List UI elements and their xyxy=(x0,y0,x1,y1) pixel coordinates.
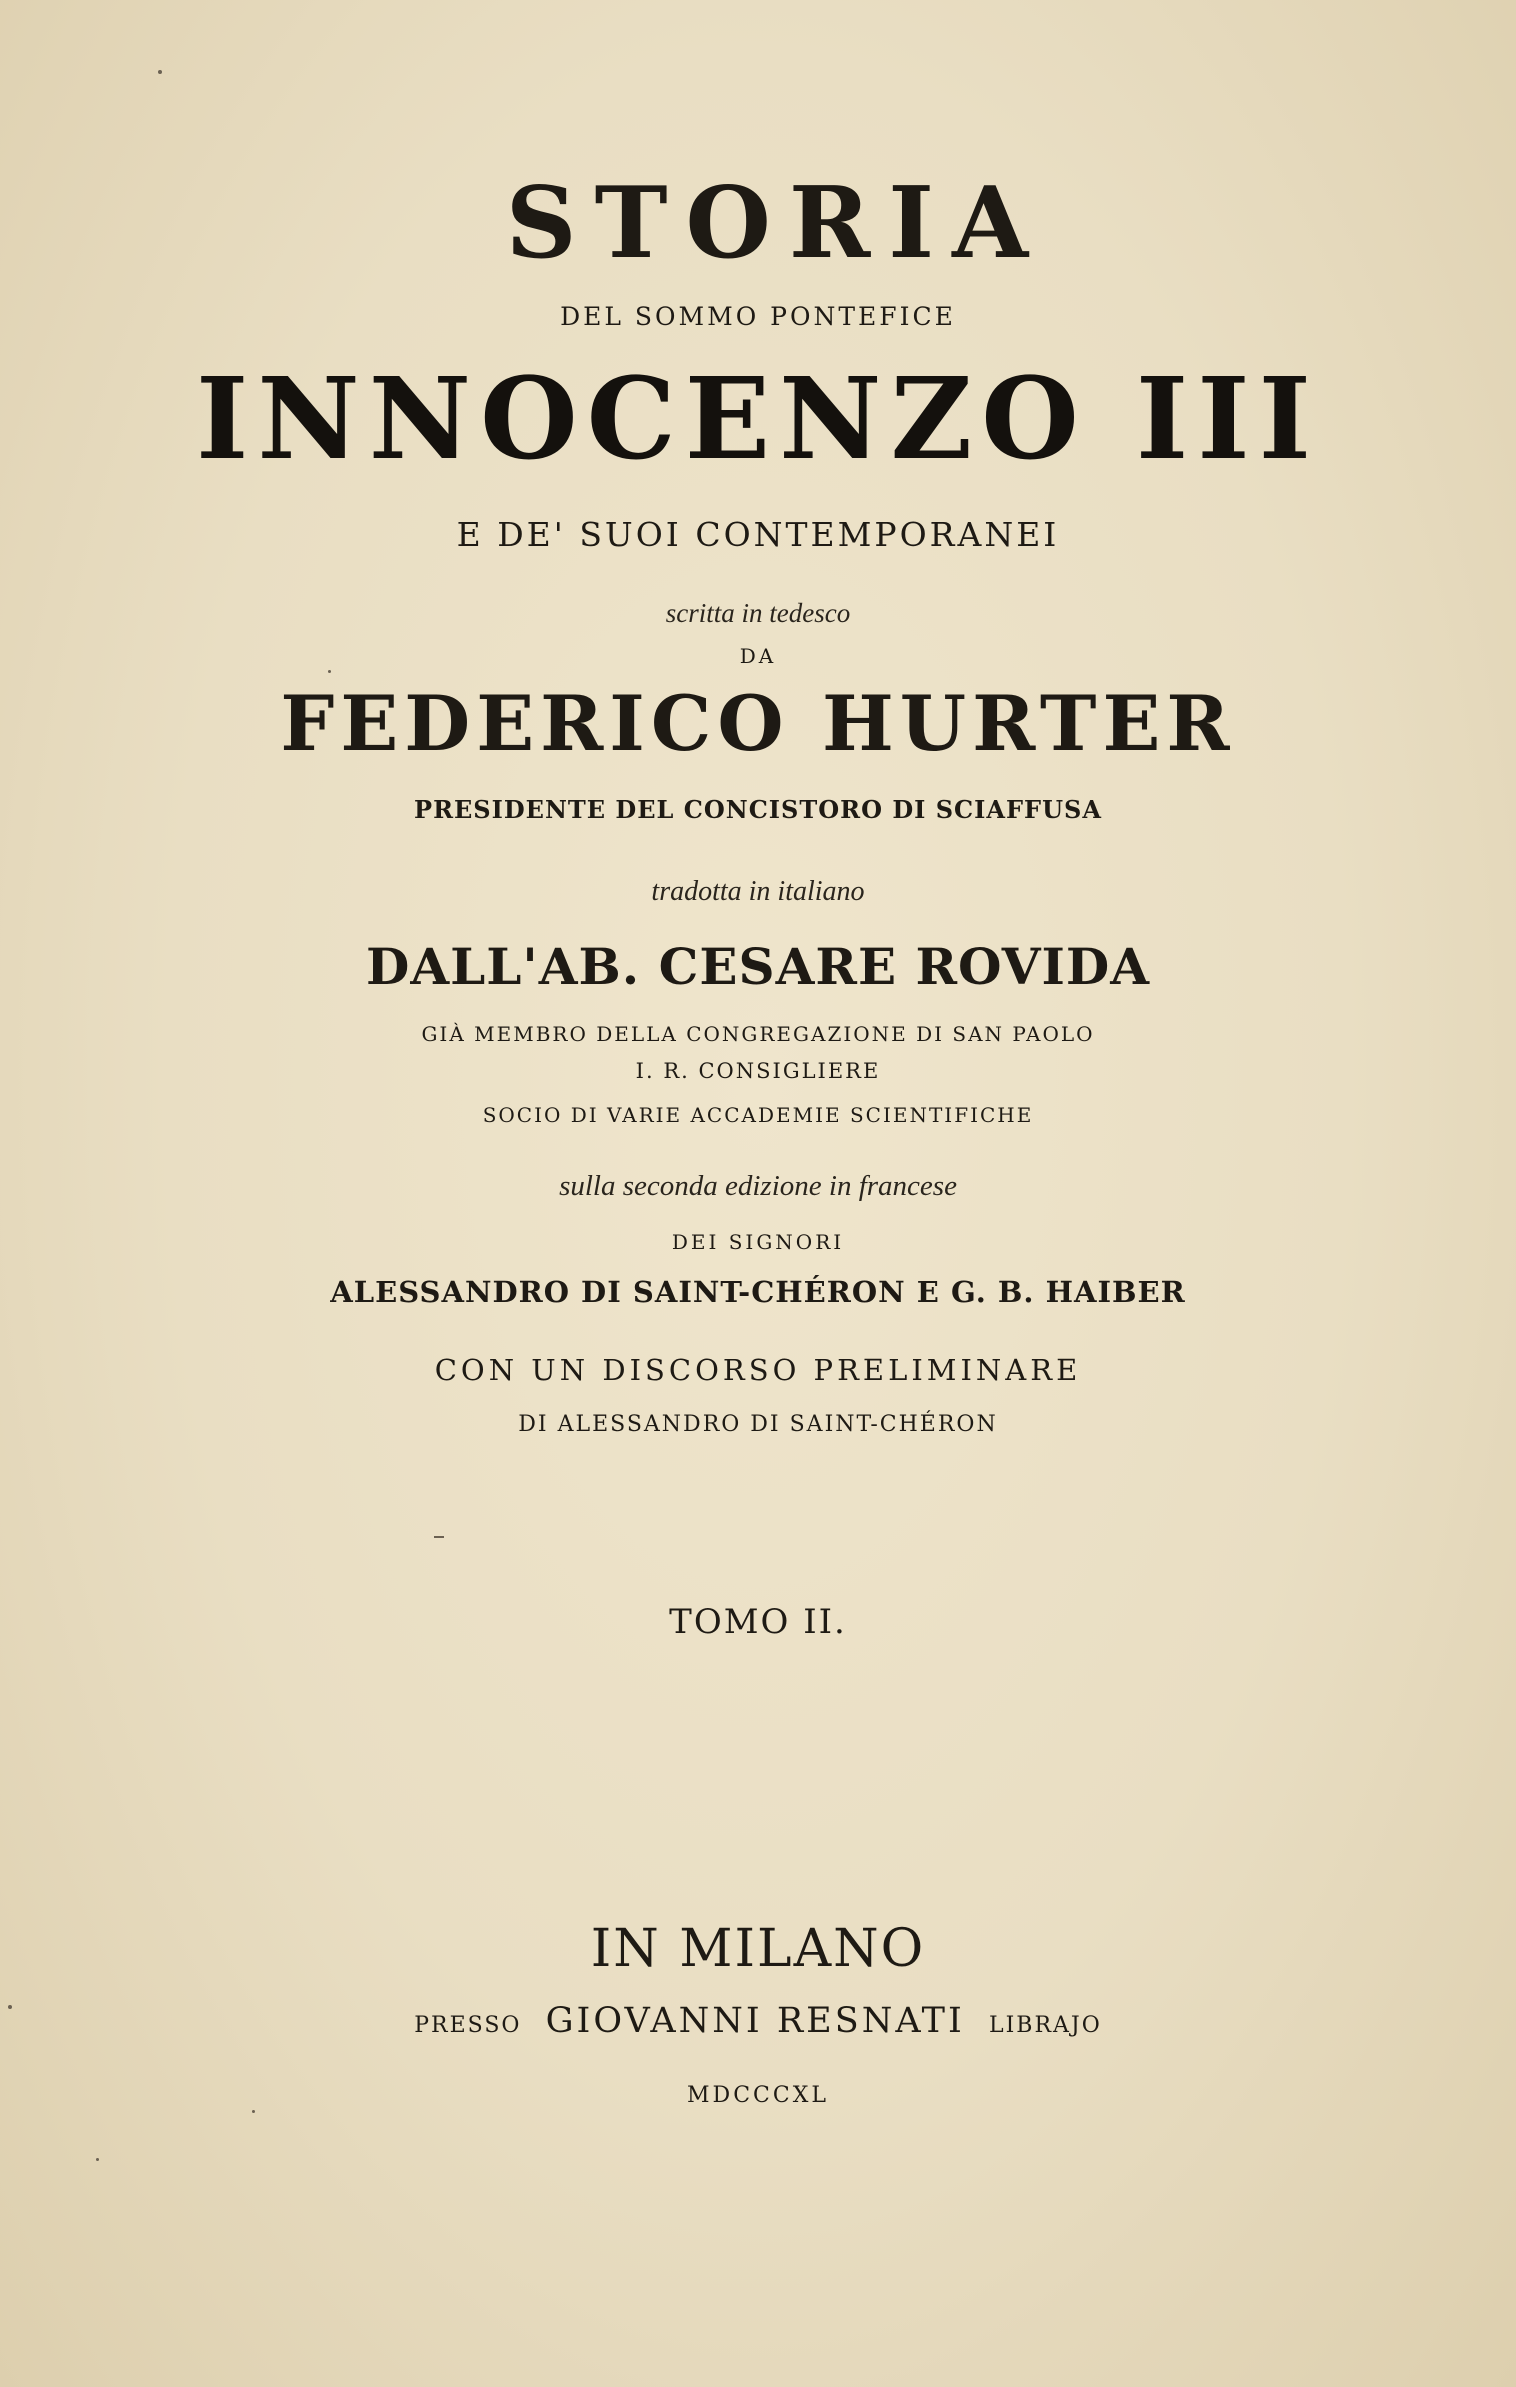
paper-speck xyxy=(328,670,331,673)
author-name: FEDERICO HURTER xyxy=(280,679,1236,768)
discorso-preliminare: CON UN DISCORSO PRELIMINARE xyxy=(434,1353,1082,1387)
sulla-seconda-edizione: sulla seconda edizione in francese xyxy=(559,1170,957,1202)
paper-speck xyxy=(96,2158,99,2161)
translator-name: DALL'AB. CESARE ROVIDA xyxy=(365,937,1151,996)
presso-label: PRESSO xyxy=(414,2013,522,2038)
title-del-sommo-pontefice: DEL SOMMO PONTEFICE xyxy=(560,302,956,331)
dei-signori: DEI SIGNORI xyxy=(671,1230,845,1254)
librajo-label: LIBRAJO xyxy=(989,2013,1102,2038)
title-storia: STORIA xyxy=(505,166,1047,281)
title-innocenzo: INNOCENZO III xyxy=(195,354,1321,485)
publisher-name: GIOVANNI RESNATI xyxy=(545,2001,965,2041)
translator-role-2: I. R. CONSIGLIERE xyxy=(635,1059,881,1083)
french-translators: ALESSANDRO DI SAINT-CHÉRON E G. B. HAIBER xyxy=(330,1275,1186,1309)
city-milano: IN MILANO xyxy=(590,1919,926,1979)
translator-role-3: SOCIO DI VARIE ACCADEMIE SCIENTIFICHE xyxy=(482,1103,1034,1127)
paper-speck xyxy=(8,2005,12,2009)
publication-year: MDCCCXL xyxy=(687,2083,829,2108)
paper-speck xyxy=(252,2110,255,2113)
imprint-line xyxy=(0,2001,1516,2041)
scritta-in-tedesco: scritta in tedesco xyxy=(665,598,851,628)
title-contemporanei: E DE' SUOI CONTEMPORANEI xyxy=(456,515,1060,554)
tradotta-in-italiano: tradotta in italiano xyxy=(651,876,865,907)
paper-mark xyxy=(434,1536,444,1538)
author-role: PRESIDENTE DEL CONCISTORO DI SCIAFFUSA xyxy=(414,795,1102,824)
translator-role-1: GIÀ MEMBRO DELLA CONGREGAZIONE DI SAN PAOLO xyxy=(421,1022,1095,1046)
paper-speck xyxy=(158,70,162,74)
da-label: DA xyxy=(739,644,777,668)
tomo-volume: TOMO II. xyxy=(669,1602,847,1642)
discorso-author: DI ALESSANDRO DI SAINT-CHÉRON xyxy=(518,1412,998,1437)
